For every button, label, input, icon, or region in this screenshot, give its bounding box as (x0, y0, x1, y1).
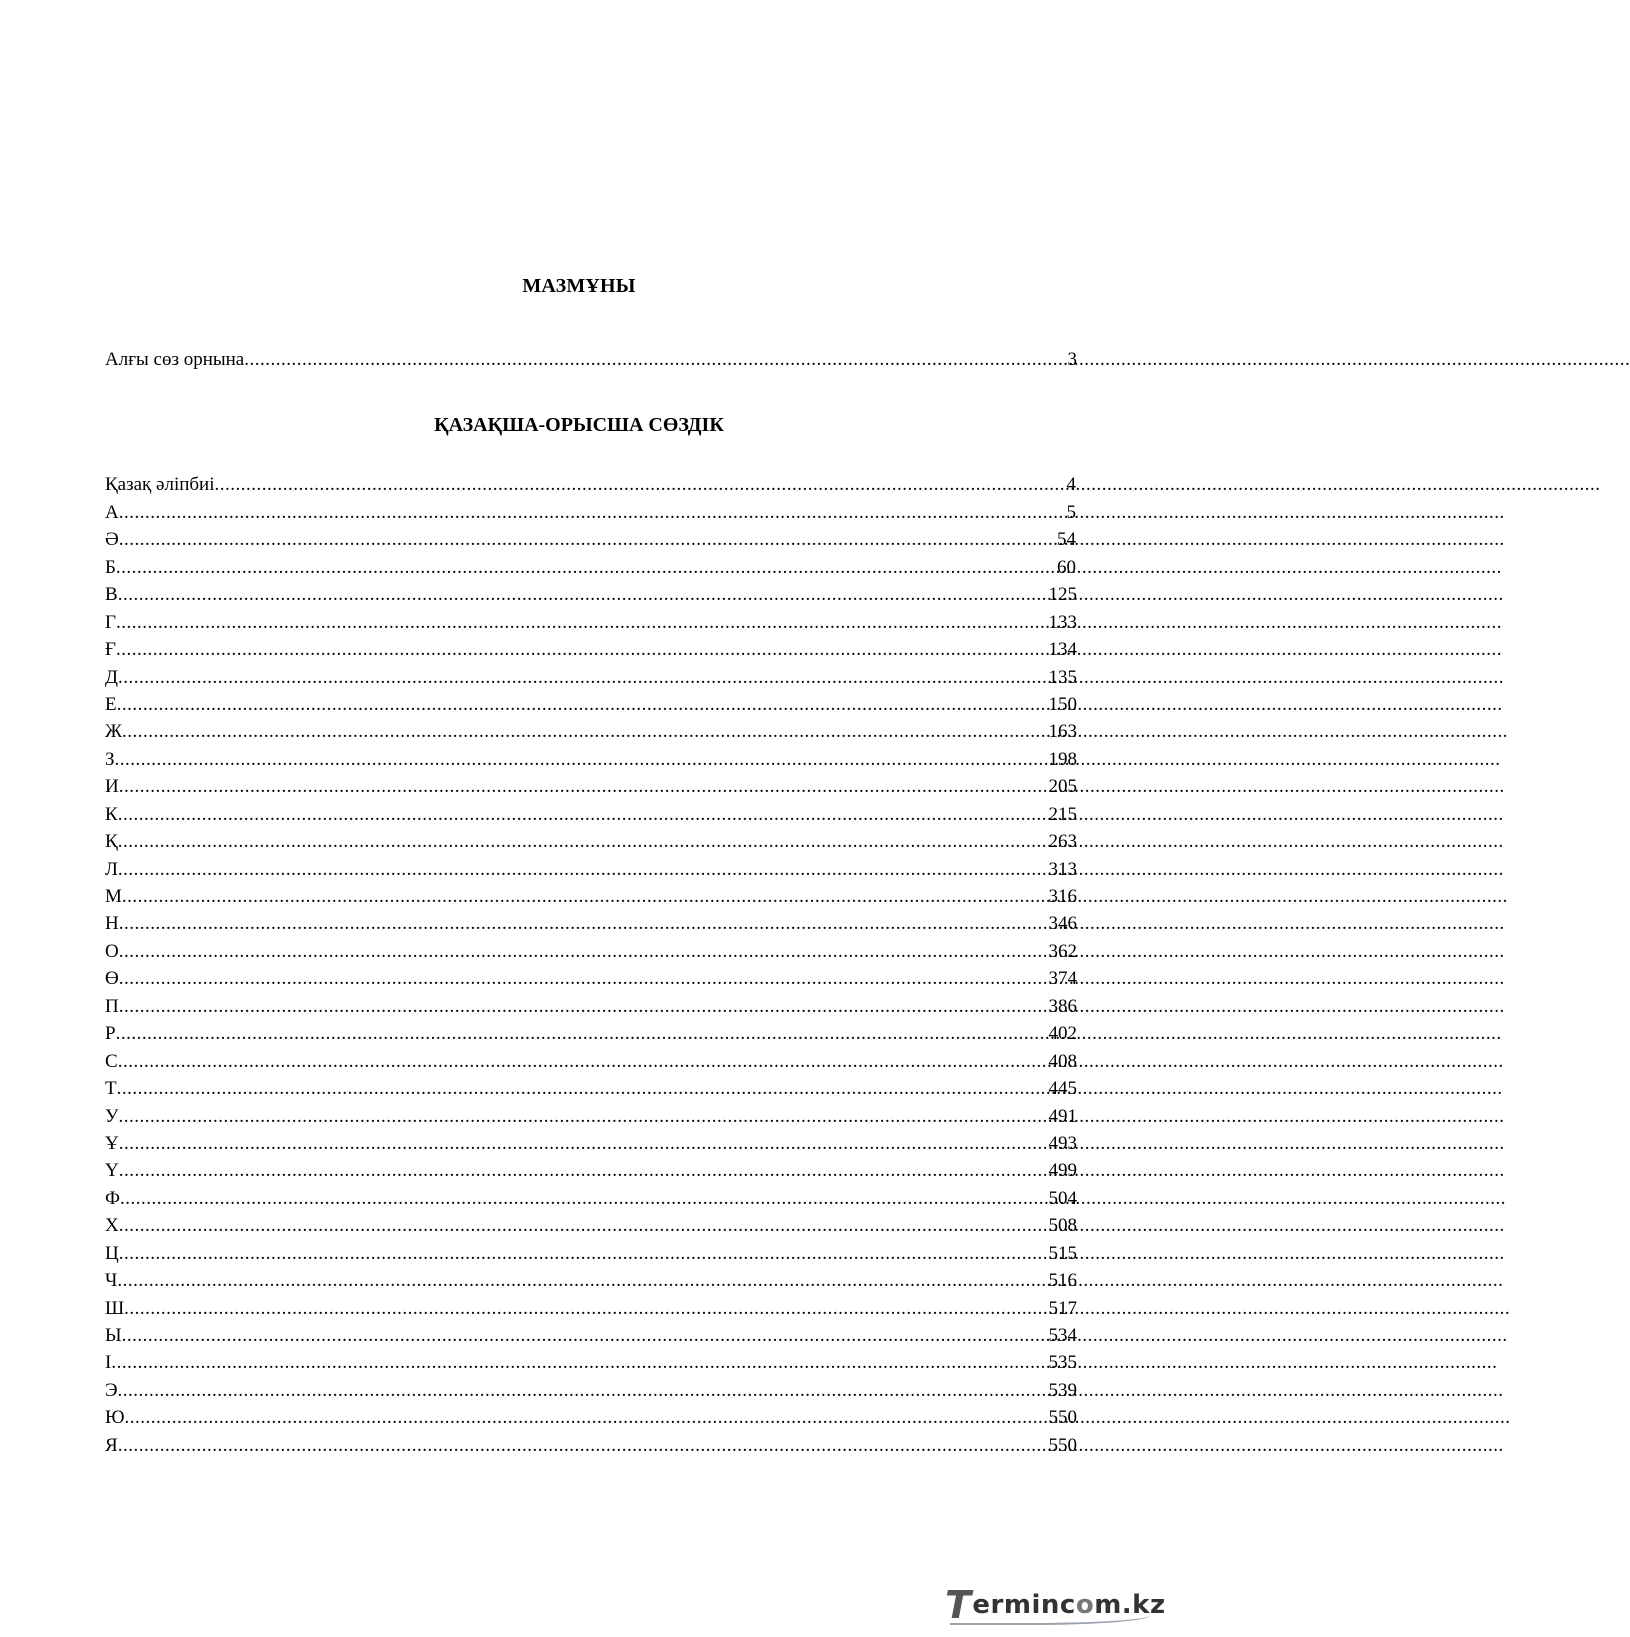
toc-entry-label: Ө (105, 968, 119, 990)
dot-leader (118, 1434, 1049, 1458)
toc-entry[interactable] (105, 1266, 1077, 1293)
section-title: ҚАЗАҚША-ОРЫСША СӨЗДІК (434, 414, 724, 436)
toc-entry[interactable] (105, 607, 1077, 634)
page-title: МАЗМҰНЫ (522, 275, 636, 297)
dot-leader (122, 720, 1048, 744)
toc-entry-label: Ч (105, 1270, 118, 1292)
toc-entry-label: Н (105, 913, 119, 935)
dot-leader (118, 666, 1049, 690)
toc-entry-label: В (105, 584, 118, 606)
dot-leader (122, 1324, 1049, 1348)
toc-entry[interactable] (105, 909, 1077, 936)
toc-entry[interactable] (105, 827, 1077, 854)
dot-leader (119, 967, 1049, 991)
dot-leader (117, 693, 1049, 717)
dot-leader (124, 1297, 1048, 1321)
toc-entry-label: Х (105, 1215, 119, 1237)
toc-entry-label: Ц (105, 1242, 119, 1264)
toc-entry[interactable] (105, 470, 1077, 497)
dot-leader (119, 940, 1049, 964)
toc-entry[interactable] (105, 991, 1077, 1018)
toc-entry-label: Г (105, 611, 116, 633)
toc-entry[interactable] (105, 772, 1077, 799)
toc-entry[interactable] (105, 1101, 1077, 1128)
toc-entry[interactable] (105, 1238, 1077, 1265)
toc-entry[interactable] (105, 964, 1077, 991)
toc-entry[interactable] (105, 1129, 1077, 1156)
toc-entry-page: 133 (1048, 611, 1077, 633)
toc-entry-page: 499 (1048, 1160, 1077, 1182)
toc-entry-page: 316 (1048, 886, 1077, 907)
logo-swoosh-icon (950, 1609, 1150, 1625)
dot-leader (244, 348, 1067, 372)
toc-entry[interactable] (105, 1211, 1077, 1238)
toc-entry-page: 534 (1048, 1325, 1077, 1346)
toc-entry[interactable] (105, 1321, 1077, 1348)
toc-entry-label: И (105, 776, 119, 798)
toc-entry-label: Алғы сөз орнына (105, 349, 245, 370)
toc-entry-label: К (105, 803, 118, 825)
toc-entry[interactable] (105, 1156, 1077, 1183)
toc-entry-page: 125 (1048, 584, 1077, 606)
toc-entry[interactable] (105, 854, 1077, 881)
toc-entry-label: Ю (105, 1407, 125, 1429)
dot-leader (116, 1022, 1049, 1046)
toc-entry-label: У (105, 1105, 119, 1127)
toc-entry-label: Ш (105, 1297, 125, 1319)
toc-entry-page: 508 (1048, 1215, 1077, 1237)
toc-entry[interactable] (105, 497, 1077, 524)
toc-entry-page: 402 (1048, 1023, 1077, 1045)
toc-entry-page: 5 (1066, 501, 1076, 523)
toc-entry-page: 516 (1048, 1270, 1077, 1292)
toc-entry[interactable] (105, 1430, 1077, 1457)
toc-entry-label: Р (105, 1023, 116, 1045)
toc-entry-label: З (105, 748, 115, 770)
toc-entry-page: 60 (1057, 556, 1076, 578)
toc-entry-page: 150 (1048, 693, 1077, 715)
dot-leader (119, 1214, 1049, 1238)
toc-entry[interactable] (105, 690, 1077, 717)
dot-leader (119, 501, 1067, 525)
dot-leader (115, 748, 1049, 772)
dot-leader (116, 638, 1049, 662)
toc-entry[interactable] (105, 525, 1077, 552)
dot-leader (119, 1242, 1049, 1266)
toc-preface-entry[interactable] (105, 348, 1077, 372)
toc-entry-page: 535 (1048, 1352, 1077, 1374)
dot-leader (116, 611, 1049, 635)
toc-entry[interactable] (105, 552, 1077, 579)
toc-entry-page: 3 (1067, 349, 1077, 370)
toc-entry[interactable] (105, 1019, 1077, 1046)
toc-entry[interactable] (105, 1074, 1077, 1101)
toc-entry-label: Қазақ әліпбиі (105, 474, 215, 496)
toc-entry-page: 54 (1057, 529, 1076, 551)
toc-entry[interactable] (105, 936, 1077, 963)
dot-leader (119, 775, 1049, 799)
toc-entry-page: 198 (1048, 748, 1077, 770)
dot-leader (118, 1379, 1049, 1403)
toc-entry-page: 550 (1048, 1434, 1077, 1456)
toc-entry-label: Б (105, 556, 116, 578)
toc-entry[interactable] (105, 1183, 1077, 1210)
toc-entry-label: І (105, 1352, 112, 1374)
dot-leader (119, 528, 1057, 552)
toc-entry-page: 4 (1066, 474, 1076, 496)
dot-leader (118, 1050, 1049, 1074)
toc-entry-page: 445 (1048, 1078, 1077, 1100)
dot-leader (117, 1269, 1048, 1293)
dot-leader (215, 473, 1067, 497)
dot-leader (116, 556, 1057, 580)
toc-entry[interactable] (105, 1348, 1077, 1375)
dot-leader (119, 995, 1049, 1019)
toc-entry[interactable] (105, 635, 1077, 662)
toc-letter-list (105, 470, 1077, 1458)
dot-leader (125, 1406, 1049, 1430)
toc-entry-label: С (105, 1050, 118, 1072)
dot-leader (118, 1105, 1048, 1129)
dot-leader (120, 1187, 1048, 1211)
toc-entry-page: 408 (1048, 1050, 1077, 1072)
toc-entry-label: Ғ (105, 639, 116, 661)
toc-entry-page: 163 (1048, 721, 1077, 743)
toc-entry-page: 205 (1048, 776, 1077, 798)
dot-leader (119, 1132, 1049, 1156)
dot-leader (117, 1077, 1049, 1101)
toc-entry-page: 493 (1048, 1132, 1077, 1154)
toc-entry-label: А (105, 501, 119, 523)
toc-entry-page: 504 (1048, 1187, 1077, 1209)
toc-entry-page: 313 (1048, 858, 1077, 880)
toc-entry-label: П (105, 995, 119, 1017)
toc-entry[interactable] (105, 744, 1077, 771)
toc-entry-page: 386 (1048, 995, 1077, 1017)
toc-entry-label: Қ (105, 831, 118, 853)
toc-entry-page: 517 (1048, 1297, 1077, 1319)
toc-entry-label: Л (105, 858, 118, 880)
toc-entry-page: 263 (1048, 831, 1077, 853)
toc-entry-page: 135 (1048, 666, 1077, 688)
toc-entry[interactable] (105, 662, 1077, 689)
dot-leader (119, 1159, 1049, 1183)
toc-entry-page: 374 (1048, 968, 1077, 990)
toc-entry-label: Д (105, 666, 118, 688)
dot-leader (118, 583, 1049, 607)
toc-entry-label: Ф (105, 1187, 121, 1209)
toc-entry-page: 134 (1048, 639, 1077, 661)
toc-entry-page: 515 (1048, 1242, 1077, 1264)
toc-entry-label: Э (105, 1379, 118, 1401)
dot-leader (111, 1351, 1048, 1375)
site-watermark-logo: T erminc o m.kz (945, 1582, 1166, 1627)
toc-entry-label: М (105, 886, 122, 907)
toc-entry-page: 491 (1048, 1105, 1077, 1127)
toc-entry[interactable] (105, 799, 1077, 826)
dot-leader (119, 912, 1049, 936)
toc-entry-page: 346 (1048, 913, 1077, 935)
toc-entry-label: Ы (105, 1325, 122, 1346)
dot-leader (118, 830, 1049, 854)
dot-leader (118, 858, 1049, 882)
dot-leader (122, 885, 1049, 909)
toc-entry-label: Ұ (105, 1132, 119, 1154)
toc-entry-label: Я (105, 1434, 118, 1456)
toc-entry[interactable] (105, 1403, 1077, 1430)
dot-leader (118, 803, 1049, 827)
toc-entry[interactable] (105, 717, 1077, 744)
toc-entry-label: О (105, 940, 119, 962)
toc-entry-label: Ә (105, 529, 119, 551)
toc-entry-label: Е (105, 693, 117, 715)
toc-entry[interactable] (105, 882, 1077, 909)
toc-entry-label: Ж (105, 721, 123, 743)
toc-entry-page: 550 (1048, 1407, 1077, 1429)
toc-entry[interactable] (105, 1293, 1077, 1320)
toc-entry-page: 539 (1048, 1379, 1077, 1401)
toc-entry[interactable] (105, 1046, 1077, 1073)
toc-entry[interactable] (105, 580, 1077, 607)
toc-entry-label: Т (105, 1078, 117, 1100)
toc-entry-page: 362 (1048, 940, 1077, 962)
toc-entry[interactable] (105, 1375, 1077, 1402)
toc-entry-label: Ү (105, 1160, 119, 1182)
toc-entry-page: 215 (1048, 803, 1077, 825)
